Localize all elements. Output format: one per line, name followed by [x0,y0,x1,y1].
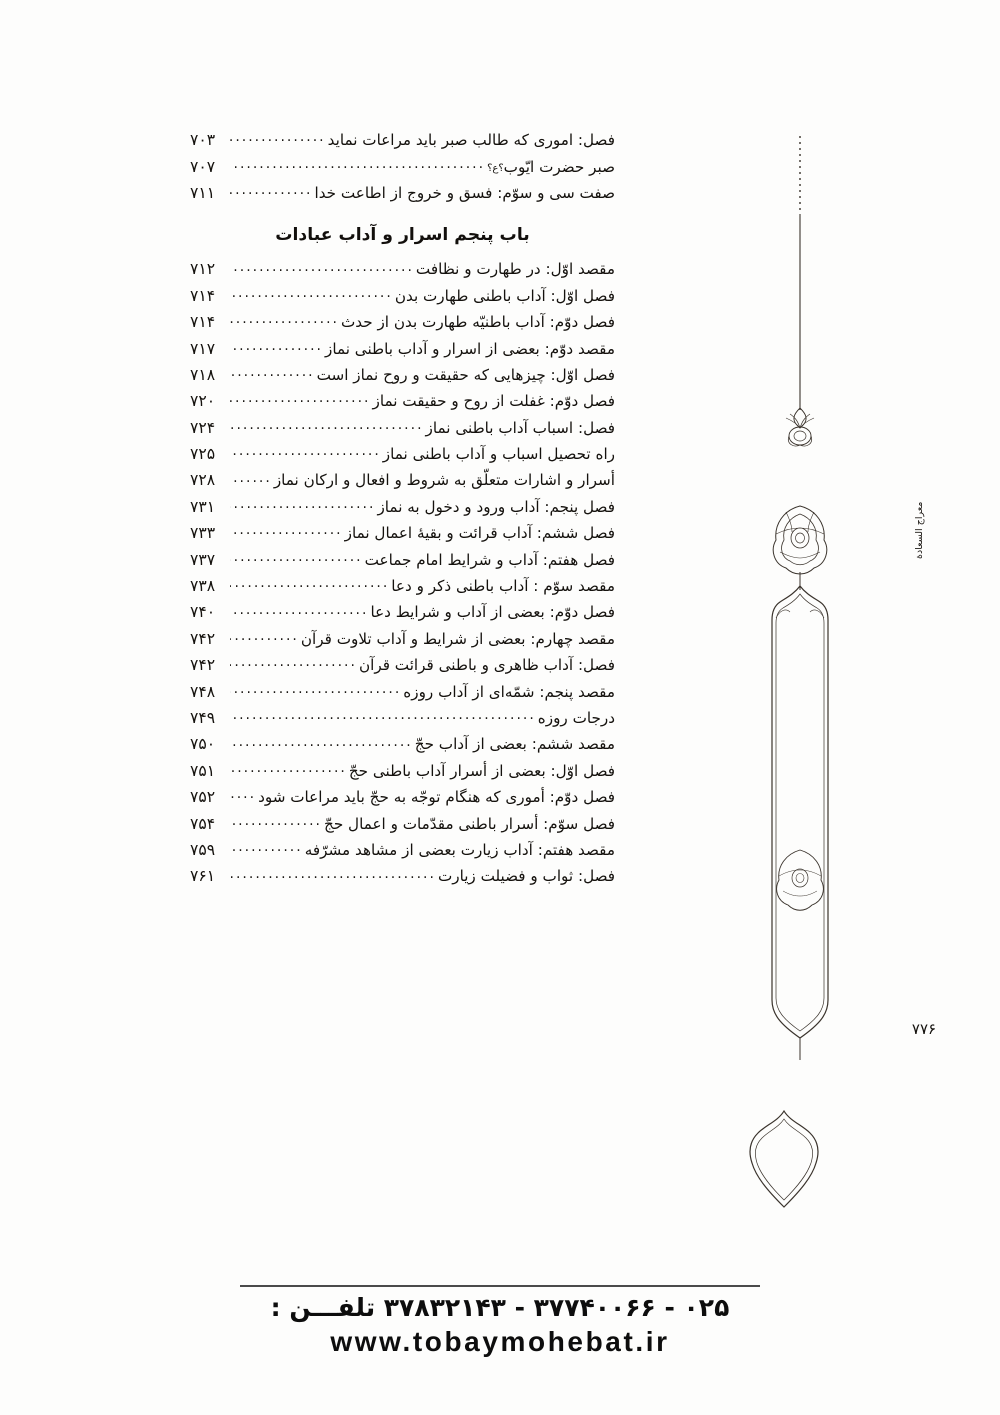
toc-entry-label: مقصد سوّم : آداب باطنی ذکر و دعا [391,577,615,596]
toc-entry-page: ۷۴۲ [190,629,216,648]
toc-entry-page: ۷۱۷ [190,339,216,358]
toc-entries [190,259,615,892]
toc-entry-page: ۷۵۱ [190,761,216,780]
toc-entry-label: فصل دوّم: آداب باطنیّه طهارت بدن از حدث [340,313,615,332]
dot-leader [230,391,371,406]
toc-row[interactable] [190,418,615,444]
dot-leader [230,183,312,198]
dot-leader [230,576,389,591]
toc-row[interactable] [190,365,615,391]
dot-leader [230,681,401,696]
toc-row[interactable] [190,338,615,364]
footer-website: www.tobaymohebat.ir [330,1325,670,1357]
toc-entry-page: ۷۳۷ [190,550,216,569]
dot-leader [230,734,413,749]
dot-leader [230,549,363,564]
page-number: ۷۷۶ [911,1020,937,1038]
footer-divider [240,1285,760,1287]
toc-entry-label: صبر حضرت ایّوب [503,157,615,176]
toc-entry-page: ۷۱۸ [190,365,216,384]
dot-leader [230,338,323,353]
dot-leader [230,365,315,380]
toc-row[interactable] [190,391,615,417]
toc-entry-label: مقصد دوّم: بعضی از اسرار و آداب باطنی نماز [324,339,615,358]
toc-entry-label: فصل پنجم: آداب ورود و دخول به نماز [377,497,615,516]
toc-entry-label: فصل هفتم: آداب و شرایط امام جماعت [364,550,615,569]
toc-row[interactable] [190,734,615,760]
toc-entry-page: ۷۴۲ [190,656,216,675]
toc-entry-page: ۷۲۸ [190,471,216,490]
dot-leader [230,444,381,459]
toc-entry-label: مقصد هفتم: آداب زیارت بعضی از مشاهد مشرّفه [304,840,615,859]
toc-row[interactable] [190,866,615,892]
toc-row[interactable] [190,312,615,338]
dot-leader [230,813,322,828]
toc-entry-label: فصل دوّم: بعضی از آداب و شرایط دعا [370,603,615,622]
toc-entry-page: ۷۳۳ [190,524,216,543]
toc-entry-page: ۷۵۰ [190,735,216,754]
toc-entry-page: ۷۱۴ [190,286,216,305]
footer-phone-numbers: ۰۲۵ - ۳۷۷۴۰۰۶۶ - ۳۷۸۳۲۱۴۳ [383,1292,730,1322]
dot-leader [230,708,536,723]
dot-leader [230,602,368,617]
toc-entry-label: راه تحصیل اسباب و آداب باطنی نماز [382,445,615,464]
dot-leader [230,312,339,327]
toc-row[interactable] [190,787,615,813]
toc-entry-page: ۷۱۴ [190,313,216,332]
toc-entry-label: مقصد چهارم: بعضی از شرایط و آداب تلاوت قرآن [300,629,615,648]
toc-row[interactable] [190,681,615,707]
toc-entry-label: أسرار و اشارات متعلّق به شروط و افعال و ارکان نماز [273,471,615,490]
toc-entry-label: فصل اوّل: چیزهایی که حقیقت و روح نماز است [316,365,615,384]
table-of-contents [190,130,615,893]
toc-row[interactable] [190,549,615,575]
toc-row[interactable] [190,576,615,602]
toc-entry-page: ۷۲۵ [190,445,216,464]
toc-row[interactable] [190,629,615,655]
toc-entry-page: ۷۵۴ [190,814,216,833]
dot-leader [230,259,414,274]
toc-entry-label: فصل: ثواب و فضیلت زیارت [437,867,615,886]
toc-entry-label: درجات روزه [537,709,615,727]
dot-leader [230,840,303,855]
toc-entry-page: ۷۰۷ [190,157,216,176]
dot-leader [230,286,393,301]
dot-leader [230,761,347,776]
toc-row[interactable] [190,497,615,523]
toc-entry-label: فصل: اسباب آداب باطنی نماز [425,418,615,437]
toc-row[interactable] [190,130,615,156]
dot-leader [230,787,256,802]
section-heading: باب پنجم اسرار و آداب عبادات [275,225,530,246]
toc-row[interactable] [190,286,615,312]
toc-entry-page: ۷۴۹ [190,709,216,727]
footer-phone-label: تلفـــن : [270,1292,376,1322]
toc-row[interactable] [190,840,615,866]
toc-entry-label: فصل اوّل: آداب باطنی طهارت بدن [394,286,615,305]
toc-entry-page: ۷۴۸ [190,682,216,701]
page-number-medallion [738,1105,830,1215]
toc-entry-label: مقصد اوّل: در طهارت و نظافت [415,260,615,279]
honorific-icon: ؟ع؟ [487,162,504,174]
dot-leader [230,629,299,644]
toc-entry-page: ۷۵۲ [190,788,216,807]
toc-entry-page: ۷۲۴ [190,418,216,437]
toc-entry-label: فصل دوّم: غفلت از روح و حقیقت نماز [372,392,615,411]
dot-leader [230,866,436,881]
toc-entry-page: ۷۶۱ [190,867,216,886]
dot-leader [230,156,485,171]
toc-entry-page: ۷۰۳ [190,131,216,150]
toc-row[interactable] [190,523,615,549]
toc-entry-page: ۷۱۱ [190,183,216,202]
toc-entry-page: ۷۵۹ [190,840,216,859]
toc-entry-page: ۷۳۸ [190,577,216,596]
toc-row[interactable] [190,259,615,285]
dot-leader [230,130,326,145]
toc-entry-label: فصل دوّم: أموری که هنگام توجّه به حجّ باید مراعات شود [258,788,615,807]
toc-row[interactable] [190,602,615,628]
toc-entry-label: فصل: اموری که طالب صبر باید مراعات نماید [327,131,615,150]
toc-entry-label: فصل سوّم: أسرار باطنی مقدّمات و اعمال حجّ [324,814,615,833]
ornamental-rail [740,120,860,1100]
toc-top-entries [190,130,615,209]
dot-leader [230,655,357,670]
toc-row[interactable] [190,444,615,470]
toc-row[interactable] [190,183,615,209]
toc-row[interactable] [190,813,615,839]
ornament-svg [740,120,860,1100]
toc-row[interactable] [190,708,615,734]
dot-leader [230,497,375,512]
dot-leader [230,523,343,538]
spine-title: معراج السعادة [914,501,925,559]
toc-entry-label: صفت سی و سوّم: فسق و خروج از اطاعت خدا [314,183,615,202]
page-footer [0,1285,1000,1358]
toc-row[interactable] [190,470,615,496]
toc-entry-page: ۷۱۲ [190,260,216,279]
toc-row[interactable] [190,761,615,787]
toc-entry-label: مقصد ششم: بعضی از آداب حجّ [414,735,615,754]
toc-entry-page: ۷۳۱ [190,497,216,516]
toc-row[interactable] [190,156,615,182]
toc-row[interactable] [190,655,615,681]
dot-leader [230,418,424,433]
toc-entry-label: مقصد پنجم: شمّه‌ای از آداب روزه [403,682,615,701]
toc-entry-page: ۷۴۰ [190,603,216,622]
dot-leader [230,470,272,485]
toc-entry-label: فصل ششم: آداب قرائت و بقیهٔ اعمال نماز [344,524,615,543]
toc-entry-page: ۷۲۰ [190,392,216,411]
toc-entry-label: فصل: آداب ظاهری و باطنی قرائت قرآن [358,656,615,675]
toc-entry-label: فصل اوّل: بعضی از أسرار آداب باطنی حجّ [348,761,615,780]
footer-phone [0,1293,1000,1322]
